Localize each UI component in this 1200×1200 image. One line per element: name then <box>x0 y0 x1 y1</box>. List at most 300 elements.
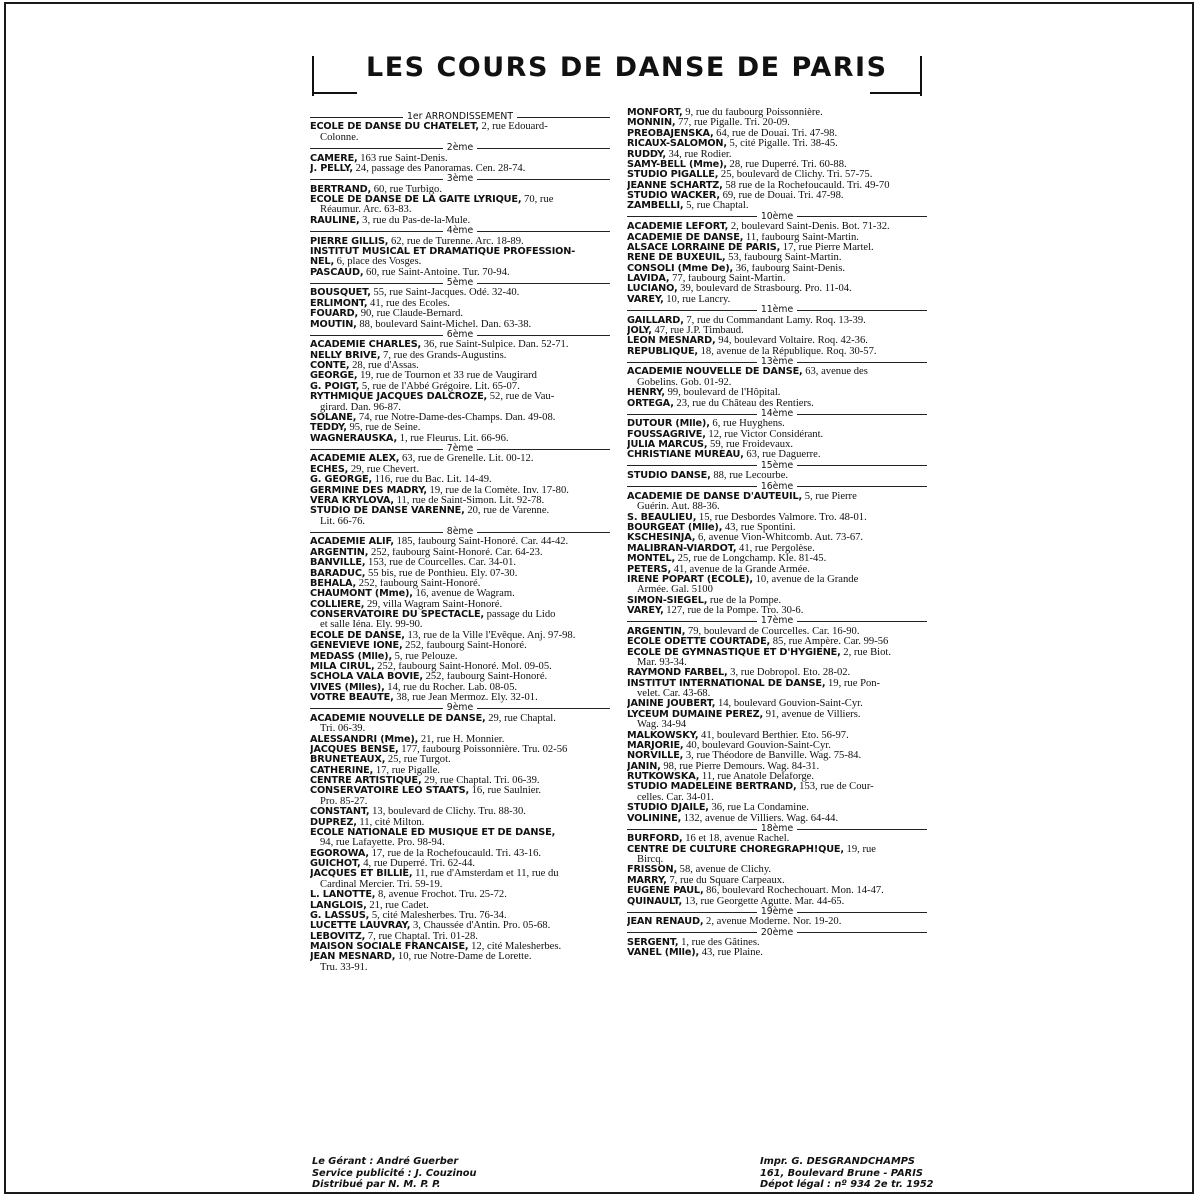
district-heading-label: 9ème <box>446 702 474 714</box>
school-name: INSTITUT MUSICAL ET DRAMATIQUE PROFESSION- <box>310 246 576 257</box>
district-heading <box>627 928 927 938</box>
district-heading-label: 10ème <box>760 210 794 222</box>
district-heading <box>627 482 927 492</box>
listing-entry <box>310 631 610 641</box>
school-name: BANVILLE, <box>310 558 366 569</box>
listing-continuation: Guérin. Aut. 88-36. <box>637 502 720 513</box>
listing-entry <box>310 911 610 921</box>
listing-entry <box>310 351 610 361</box>
school-address: 7, rue des Grands-Augustins. <box>380 350 507 361</box>
school-address: 63, avenue des <box>802 367 868 378</box>
listing-entry <box>627 264 927 274</box>
footer-line: Service publicité : J. Couzinou <box>312 1167 477 1179</box>
listing-entry <box>310 932 610 942</box>
school-name: ORTEGA, <box>627 398 674 409</box>
school-address: 58 rue de la Rochefoucauld. Tri. 49-70 <box>722 180 890 191</box>
school-address: 77, rue Pigalle. Tri. 20-09. <box>675 118 790 129</box>
listing-entry <box>627 762 927 772</box>
school-name: JANINE JOUBERT, <box>627 699 716 710</box>
listing-entry <box>310 641 610 651</box>
listing-entry <box>627 316 927 326</box>
school-address: 13, rue Georgette Agutte. Mar. 44-65. <box>682 896 845 907</box>
school-name: VANEL (Mlle), <box>627 948 700 959</box>
listing-entry <box>310 589 610 599</box>
school-name: FRISSON, <box>627 865 678 876</box>
school-name: STUDIO DANSE, <box>627 471 711 482</box>
school-address: 21, rue H. Monnier. <box>418 734 505 745</box>
school-name: BERTRAND, <box>310 184 372 195</box>
school-address: 38, rue Jean Mermoz. Ely. 32-01. <box>393 693 538 703</box>
school-name: NELLY BRIVE, <box>310 350 381 361</box>
school-name: JANIN, <box>627 761 661 772</box>
school-address: 5, cité Pigalle. Tri. 38-45. <box>726 139 838 150</box>
school-name: ÉCOLE DE GYMNASTIQUE ET D'HYGIENE, <box>627 647 841 658</box>
listing-entry <box>310 486 610 496</box>
listing-entry <box>310 247 610 257</box>
school-name: MONTEL, <box>627 554 676 565</box>
school-address: 88, rue Lecourbe. <box>710 471 789 482</box>
school-address: 252, faubourg Saint-Honoré. <box>402 641 527 652</box>
listing-entry <box>310 237 610 247</box>
school-address: 11, rue de Saint-Simon. Lit. 92-78. <box>393 495 545 506</box>
listing-entry <box>310 558 610 568</box>
district-heading <box>310 143 610 153</box>
school-name: VOTRE BEAUTÉ, <box>310 693 394 703</box>
listing-entry <box>627 388 927 398</box>
listing-entry <box>310 776 610 786</box>
listing-entry <box>310 828 610 838</box>
school-name: GENEVIEVE IONE, <box>310 641 403 652</box>
listing-entry <box>310 901 610 911</box>
school-name: CONSOLI (Mme De), <box>627 263 734 274</box>
listing-entry <box>627 699 927 709</box>
school-name: CONSERVATOIRE DU SPECTACLE, <box>310 610 484 620</box>
school-name: COLLIERE, <box>310 599 365 610</box>
school-address: 17, rue Pierre Martel. <box>780 242 874 253</box>
school-name: STUDIO DE DANSE VARENNE, <box>310 506 465 517</box>
school-name: RUDDY, <box>627 149 666 160</box>
listing-entry <box>310 371 610 381</box>
school-address: 4, rue Duperré. Tri. 62-44. <box>360 859 476 869</box>
school-address: 10, rue Lancry. <box>663 294 731 305</box>
school-address: 185, faubourg Saint-Honoré. Car. 44-42. <box>393 537 569 548</box>
school-name: EUGENE PAUL, <box>627 886 704 897</box>
school-name: CENTRE DE CULTURE CHOREGRAPH!QUE, <box>627 844 844 855</box>
school-address: 7, rue du Square Carpeaux. <box>666 875 785 886</box>
school-address: 41, rue des Ecoles. <box>367 298 450 309</box>
listing-entry <box>310 288 610 298</box>
school-address: 6, rue Huyghens. <box>709 419 785 430</box>
school-name: MONFORT, <box>627 108 683 118</box>
school-address: 90, rue Claude-Bernard. <box>358 309 464 320</box>
school-address: 55, rue Saint-Jacques. Odé. 32-40. <box>370 288 520 299</box>
school-name: JEAN MESNARD, <box>310 952 396 963</box>
school-address: 70, rue <box>521 195 554 205</box>
school-name: RAULINE, <box>310 215 360 226</box>
school-address: 55 bis, rue de Ponthieu. Ely. 07-30. <box>365 568 518 579</box>
school-address: 3, rue Dobropol. Eto. 28-02. <box>727 668 851 679</box>
school-name: BARADUC, <box>310 568 366 579</box>
school-address: 13, rue de la Ville l'Évêque. Anj. 97-98. <box>404 630 576 641</box>
district-heading <box>310 278 610 288</box>
listing-entry <box>627 938 927 948</box>
listing-entry <box>310 122 610 132</box>
school-name: JEANNE SCHARTZ, <box>627 180 723 191</box>
listing-entry <box>627 326 927 336</box>
school-name: ACADÉMIE DE DANSE D'AUTEUIL, <box>627 491 803 502</box>
school-address: 88, boulevard Saint-Michel. Dan. 63-38. <box>356 319 532 330</box>
listing-entry <box>627 139 927 149</box>
listing-entry <box>310 807 610 817</box>
listing-entry <box>310 506 610 516</box>
listing-entry <box>310 423 610 433</box>
district-heading-label: 7ème <box>446 443 474 454</box>
district-heading <box>627 461 927 471</box>
school-address: 19, rue de la Comète. Inv. 17-80. <box>426 485 569 496</box>
listing-continuation: celles. Car. 34-01. <box>637 792 714 803</box>
school-address: 116, rue du Bac. Lit. 14-49. <box>372 475 492 486</box>
district-heading <box>310 444 610 454</box>
school-name: GAILLARD, <box>627 315 684 326</box>
school-name: VERA KRYLOVA, <box>310 495 394 506</box>
school-name: G. GEORGE, <box>310 475 373 486</box>
school-name: RICAUX-SALOMON, <box>627 139 727 150</box>
school-name: DUPREZ, <box>310 817 357 828</box>
school-address: 29, rue Chevert. <box>348 464 420 475</box>
listing-entry <box>627 181 927 191</box>
school-address: 2, rue Biot. <box>840 647 891 658</box>
school-name: RENÉ DE BUXEUIL, <box>627 253 726 264</box>
school-address: 153, rue de Courcelles. Car. 34-01. <box>365 558 517 569</box>
school-name: SAMY-BELL (Mme), <box>627 159 727 170</box>
school-name: ARGENTIN, <box>310 547 369 558</box>
listing-entry <box>310 413 610 423</box>
school-address: 6, place des Vosges. <box>333 257 422 268</box>
school-name: MALIBRAN-VIARDOT, <box>627 543 737 554</box>
school-name: ALESSANDRI (Mme), <box>310 734 419 745</box>
listing-entry <box>627 492 927 502</box>
school-name: J. PELLY, <box>310 163 353 174</box>
school-name: LÉON MESNARD, <box>627 336 716 347</box>
school-name: ÉCOLE NATIONALE ED MUSIQUE ET DE DANSE, <box>310 827 556 838</box>
listing-continuation: et salle Iéna. Ely. 99-90. <box>320 620 423 631</box>
listing-entry <box>310 745 610 755</box>
school-name: GERMINE DES MADRY, <box>310 485 427 496</box>
listing-entry <box>627 336 927 346</box>
title-bracket-right <box>920 56 922 96</box>
listing-entry <box>310 714 610 724</box>
school-address: 47, rue J.P. Timbaud. <box>651 325 744 336</box>
listing-continuation: velet. Car. 43-68. <box>637 689 711 699</box>
school-name: ERLIMONT, <box>310 298 368 309</box>
school-name: CAMERE, <box>310 153 358 164</box>
district-heading-label: 11ème <box>760 304 794 316</box>
school-address: 12, rue Victor Considérant. <box>705 429 824 440</box>
listing-entry <box>310 579 610 589</box>
listing-continuation: Cardinal Mercier. Tri. 59-19. <box>320 879 443 890</box>
school-address: 41, rue Pergolèse. <box>736 543 815 554</box>
listing-entry <box>627 284 927 294</box>
school-address: 13, boulevard de Clichy. Tru. 88-30. <box>369 807 526 818</box>
school-address: 60, rue Saint-Antoine. Tur. 70-94. <box>363 267 510 278</box>
school-address: 58, avenue de Clichy. <box>677 865 772 876</box>
school-address: 43, rue Plaine. <box>699 948 763 959</box>
school-address: 98, rue Pierre Demours. Wag. 84-31. <box>660 761 820 772</box>
school-name: JULIA MARCUS, <box>627 440 708 450</box>
district-heading <box>310 330 610 340</box>
school-name: LUCIANO, <box>627 284 678 295</box>
school-address: 1, rue des Gâtines. <box>678 938 760 948</box>
school-name: MONNIN, <box>627 118 676 129</box>
district-heading-label: 5ème <box>446 277 474 288</box>
school-address: 11, cité Milton. <box>356 817 425 828</box>
listing-entry <box>627 191 927 201</box>
school-address: 85, rue Ampère. Car. 99-56 <box>770 637 889 648</box>
school-name: RÉPUBLIQUE, <box>627 346 698 357</box>
listing-continuation: Pro. 85-27. <box>320 796 368 807</box>
school-name: CHRISTIANE MUREAU, <box>627 450 744 461</box>
school-address: 132, avenue de Villiers. Wag. 64-44. <box>681 813 839 824</box>
listing-entry <box>627 430 927 440</box>
school-name: GUICHOT, <box>310 859 361 869</box>
listing-entry <box>310 309 610 319</box>
school-address: 6, avenue Vion-Whitcomb. Aut. 73-67. <box>695 533 864 544</box>
school-name: JEAN RENAUD, <box>627 917 704 928</box>
school-name: DUTOUR (Mlle), <box>627 419 710 430</box>
school-address: 29, rue Chaptal. Tri. 06-39. <box>421 776 540 786</box>
school-address: 2, avenue Moderne. Nor. 19-20. <box>703 917 842 928</box>
school-name: ÉCOLE DE DANSE DU CHATELET, <box>310 122 479 133</box>
listing-entry <box>310 361 610 371</box>
school-address: 41, boulevard Berthier. Eto. 56-97. <box>698 730 849 741</box>
listing-entry <box>627 751 927 761</box>
footer-line: Le Gérant : André Guerber <box>312 1156 459 1167</box>
listing-entry <box>627 565 927 575</box>
footer-printer <box>760 1156 934 1191</box>
listing-entry <box>627 471 927 481</box>
school-address: 2, rue Edouard- <box>478 122 548 133</box>
district-heading <box>627 616 927 626</box>
school-address: 5, rue Pelouze. <box>391 651 458 662</box>
school-address: 16, rue Saulnier. <box>468 786 542 797</box>
school-name: ACADÉMIE ALIF, <box>310 537 394 548</box>
listing-continuation: Mar. 93-34. <box>637 657 687 668</box>
school-address: 16 et 18, avenue Rachel. <box>682 834 790 845</box>
school-name: VAREY, <box>627 294 664 305</box>
listing-entry <box>627 648 927 658</box>
listing-entry <box>627 865 927 875</box>
listing-entry <box>627 440 927 450</box>
school-name: MOUTIN, <box>310 319 357 330</box>
school-address: 36, rue La Condamine. <box>708 803 809 814</box>
listing-entry <box>310 672 610 682</box>
listing-entry <box>627 118 927 128</box>
school-name: MILA CIRUL, <box>310 661 375 672</box>
district-heading <box>627 305 927 315</box>
school-address: rue de la Pompe. <box>707 595 782 606</box>
listing-entry <box>627 274 927 284</box>
school-name: BOUSQUET, <box>310 288 371 299</box>
school-address: 79, boulevard de Courcelles. Car. 16-90. <box>685 626 860 637</box>
listing-entry <box>627 782 927 792</box>
school-address: 7, rue du Commandant Lamy. Roq. 13-39. <box>683 315 866 326</box>
school-name: ZAMBELLI, <box>627 201 684 212</box>
school-address: 91, avenue de Villiers. <box>763 709 861 720</box>
page-title-box <box>312 48 922 98</box>
school-name: SCHOLA VALA BOVIE, <box>310 672 423 683</box>
listing-continuation: Colonne. <box>320 132 359 143</box>
school-address: 25, boulevard de Clichy. Tri. 57-75. <box>718 170 873 181</box>
school-name: CONTE, <box>310 361 350 371</box>
school-name: RUTKOWSKA, <box>627 772 700 782</box>
listing-entry <box>310 382 610 392</box>
school-address: 63, rue de Grenelle. Lit. 00-12. <box>399 454 534 465</box>
listing-entry <box>627 243 927 253</box>
listing-entry <box>627 170 927 180</box>
school-address: 163 rue Saint-Denis. <box>357 153 448 164</box>
school-name: PIERRE GILLIS, <box>310 236 389 247</box>
listing-entry <box>310 475 610 485</box>
listing-entry <box>627 150 927 160</box>
school-name: MALKOWSKY, <box>627 730 699 741</box>
listing-continuation: Lit. 66-76. <box>320 516 366 527</box>
school-address: 63, rue Daguerre. <box>743 450 821 461</box>
listing-entry <box>310 257 610 267</box>
school-name: VIVES (Mlles), <box>310 682 385 693</box>
school-name: CENTRE ARTISTIQUE, <box>310 776 422 786</box>
school-name: ÉCOLE DE DANSE, <box>310 630 405 641</box>
school-address: 95, rue de Seine. <box>346 423 421 434</box>
listing-entry <box>310 185 610 195</box>
school-name: MAISON SOCIALE FRANCAISE, <box>310 942 469 952</box>
school-address: 5, rue Chaptal. <box>683 201 749 212</box>
district-heading-label: 13ème <box>760 356 794 367</box>
school-name: MEDASS (Mlle), <box>310 651 392 662</box>
school-address: 29, villa Wagram Saint-Honoré. <box>364 599 503 610</box>
district-heading <box>310 112 610 122</box>
school-address: 252, faubourg Saint-Honoré. <box>356 578 481 589</box>
listing-entry <box>310 610 610 620</box>
listing-entry <box>310 465 610 475</box>
listing-entry <box>310 849 610 859</box>
title-rule-right <box>870 92 922 94</box>
school-name: WAGNERAUSKA, <box>310 433 397 444</box>
school-address: 252, faubourg Saint-Honoré. <box>422 672 548 683</box>
district-heading-label: 15ème <box>760 459 794 471</box>
listing-entry <box>310 735 610 745</box>
school-address: 52, rue de Vau- <box>487 392 555 403</box>
listing-entry <box>627 627 927 637</box>
school-name: CONSERVATOIRE LÉO STAATS, <box>310 786 469 797</box>
school-name: ACADÉMIE ALEX, <box>310 454 400 465</box>
listing-entry <box>627 710 927 720</box>
listing-entry <box>627 886 927 896</box>
school-address: 127, rue de la Pompe. Tro. 30-6. <box>663 606 804 616</box>
listing-entry <box>627 108 927 118</box>
school-name: L. LANOTTE, <box>310 890 376 901</box>
title-rule-left <box>312 92 357 94</box>
listing-entry <box>627 834 927 844</box>
listing-continuation: 94, rue Lafayette. Pro. 98-94. <box>320 838 445 849</box>
listing-entry <box>310 537 610 547</box>
district-heading-label: 2ème <box>446 142 474 154</box>
listing-continuation: Tri. 06-39. <box>320 724 366 735</box>
school-name: FOUARD, <box>310 309 359 320</box>
school-name: NEL, <box>310 257 334 268</box>
listing-entry <box>627 731 927 741</box>
school-address: 62, rue de Turenne. Arc. 18-89. <box>388 236 524 247</box>
school-address: 16, avenue de Wagram. <box>412 589 515 600</box>
school-name: KSCHESINJA, <box>627 533 696 544</box>
district-heading-label: 8ème <box>446 526 474 537</box>
district-heading <box>627 212 927 222</box>
school-name: STUDIO MADELEINE BERTRAND, <box>627 782 797 793</box>
school-name: QUINAULT, <box>627 896 683 907</box>
school-address: 34, rue Rodier. <box>665 149 732 160</box>
listing-entry <box>310 890 610 900</box>
school-name: JACQUES BENSE, <box>310 744 399 755</box>
district-heading <box>627 409 927 419</box>
school-address: 25, rue Turgot. <box>385 755 451 766</box>
district-heading-label: 3ème <box>446 173 474 185</box>
listing-entry <box>627 876 927 886</box>
school-address: 15, rue Desbordes Valmore. Tro. 48-01. <box>696 512 867 523</box>
page-title: LES COURS DE DANSE DE PARIS <box>366 52 888 83</box>
school-name: RYTHMIQUE JACQUES DALCROZE, <box>310 392 488 403</box>
school-name: JACQUES ET BILLIE, <box>310 869 413 880</box>
listing-entry <box>310 766 610 776</box>
school-address: 9, rue du faubourg Poissonnière. <box>682 108 823 118</box>
listing-entry <box>310 340 610 350</box>
listing-entry <box>627 160 927 170</box>
listing-entry <box>627 233 927 243</box>
school-address: 69, rue de Douai. Tri. 47-98. <box>719 191 844 201</box>
school-address: 39, boulevard de Strasbourg. Pro. 11-04. <box>677 284 852 295</box>
school-address: 1, rue Fleurus. Lit. 66-96. <box>397 433 509 444</box>
listing-entry <box>627 637 927 647</box>
school-address: 177, faubourg Poissonnière. Tru. 02-56 <box>398 744 568 755</box>
school-address: 5, rue Pierre <box>802 491 857 502</box>
listing-entry <box>627 741 927 751</box>
listing-entry <box>627 772 927 782</box>
school-name: PETERS, <box>627 564 672 575</box>
school-name: VAREY, <box>627 606 664 616</box>
district-heading <box>310 527 610 537</box>
school-name: ACADÉMIE LEFORT, <box>627 222 729 233</box>
district-heading <box>310 226 610 236</box>
school-address: 40, boulevard Gouvion-Saint-Cyr. <box>683 740 831 751</box>
listing-entry <box>627 533 927 543</box>
school-name: SERGENT, <box>627 938 679 948</box>
listing-entry <box>310 454 610 464</box>
school-name: IRENE POPART (ÉCOLE), <box>627 574 753 585</box>
school-address: 41, avenue de la Grande Armée. <box>671 564 810 575</box>
listing-entry <box>627 513 927 523</box>
school-address: 36, faubourg Saint-Denis. <box>733 263 846 274</box>
school-address: 11, faubourg Saint-Martin. <box>743 232 859 243</box>
school-name: RAYMOND FARBEL, <box>627 668 728 679</box>
school-name: STUDIO PIGALLE, <box>627 170 719 181</box>
school-address: 12, cité Malesherbes. <box>468 942 562 952</box>
district-heading <box>310 703 610 713</box>
school-name: CHAUMONT (Mme), <box>310 589 413 600</box>
school-address: 23, rue du Château des Rentiers. <box>673 398 814 409</box>
school-address: 3, rue du Pas-de-la-Mule. <box>359 215 471 226</box>
school-name: EGOROWA, <box>310 848 369 859</box>
school-name: LYCEUM DUMAINE PEREZ, <box>627 709 764 720</box>
school-name: GEORGE, <box>310 371 358 382</box>
school-address: 60, rue Turbigo. <box>371 184 443 195</box>
